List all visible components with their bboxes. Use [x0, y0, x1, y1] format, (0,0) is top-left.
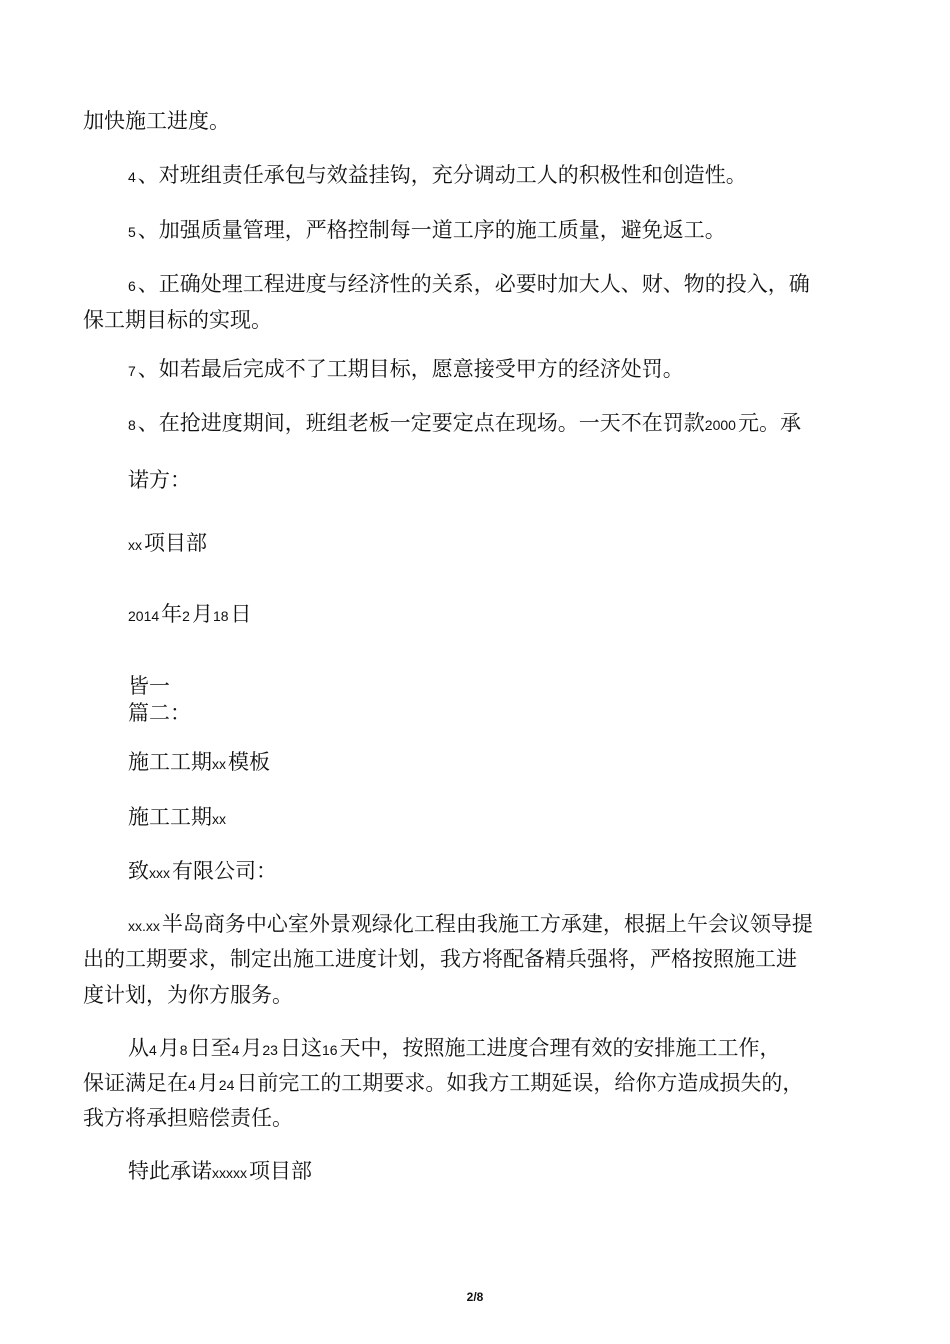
promisor-label: 诺方：: [128, 468, 191, 492]
paragraph-line: xx.xx半岛商务中心室外景观绿化工程由我施工方承建，根据上午会议领导提: [128, 912, 813, 936]
paragraph-line: 保证满足在4月24日前完工的工期要求。如我方工期延误，给你方造成损失的，: [83, 1071, 804, 1095]
list-item-4: 4、对班组责任承包与效益挂钩，充分调动工人的积极性和创造性。: [128, 163, 747, 187]
closing-statement: 特此承诺xxxxx项目部: [128, 1159, 312, 1183]
list-item-5: 5、加强质量管理，严格控制每一道工序的施工质量，避免返工。: [128, 218, 726, 242]
addressee: 致xxx有限公司：: [128, 859, 277, 883]
signature-date: 2014年2月18日: [128, 602, 252, 626]
list-item-8: 8、在抢进度期间，班组老板一定要定点在现场。一天不在罚款2000元。承: [128, 411, 801, 435]
page-number: 2/8: [466, 1290, 484, 1304]
list-item-6: 6、正确处理工程进度与经济性的关系，必要时加大人、财、物的投入，确: [128, 272, 810, 296]
list-item-7: 7、如若最后完成不了工期目标，愿意接受甲方的经济处罚。: [128, 357, 684, 381]
paragraph-line: 出的工期要求，制定出施工进度计划，我方将配备精兵强将，严格按照施工进: [83, 947, 797, 971]
paragraph-line: 度计划，为你方服务。: [83, 983, 293, 1007]
document-subtitle: 施工工期xx: [128, 805, 226, 829]
paragraph-line: 我方将承担赔偿责任。: [83, 1106, 293, 1130]
document-title: 施工工期xx模板: [128, 750, 270, 774]
fragment-text: 皆一: [128, 674, 170, 698]
paragraph-line: 加快施工进度。: [83, 109, 230, 133]
signatory-department: xx项目部: [128, 531, 207, 555]
list-item-6-continued: 保工期目标的实现。: [83, 308, 272, 332]
paragraph-line: 从4月8日至4月23日这16天中，按照施工进度合理有效的安排施工工作，: [128, 1036, 781, 1060]
section-heading: 篇二：: [128, 701, 191, 725]
